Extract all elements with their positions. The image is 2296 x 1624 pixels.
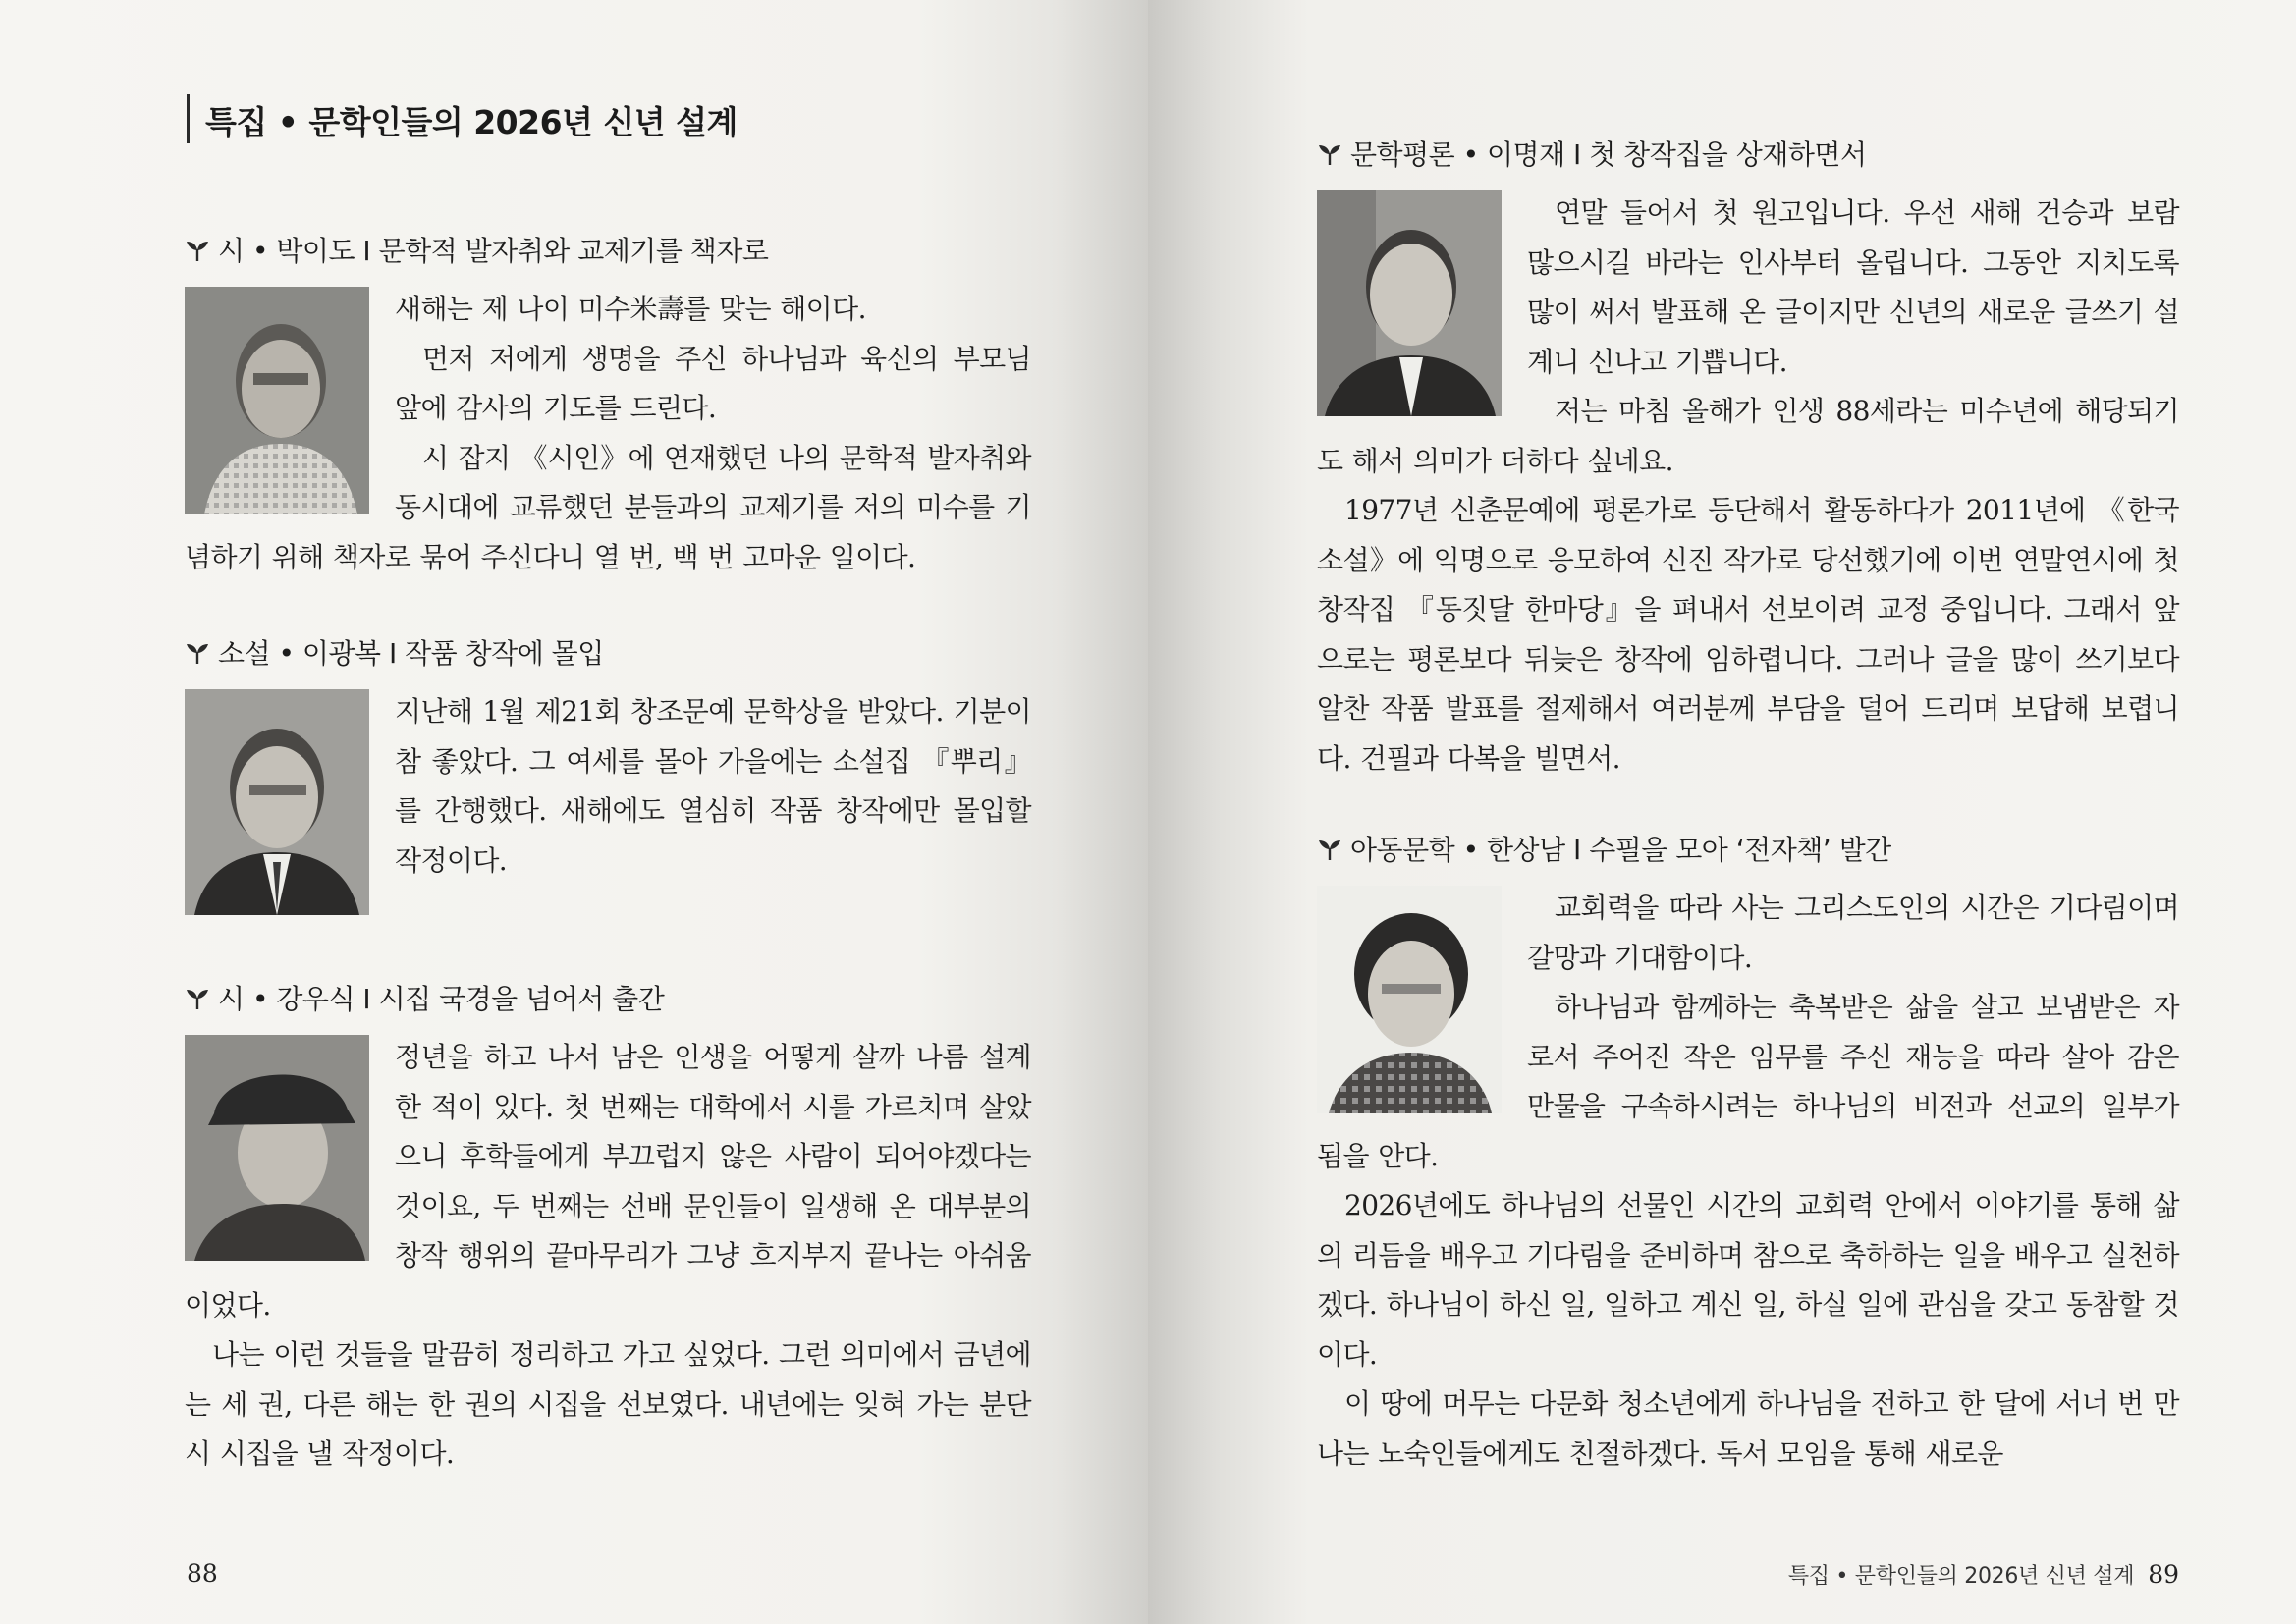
paragraph: 나는 이런 것들을 말끔히 정리하고 가고 싶었다. 그런 의미에서 금년에는 세 권, 다른 해는 한 권의 시집을 선보였다. 내년에는 잊혀 가는 분단시 시집을 낼 작정이다. xyxy=(185,1338,1031,1470)
section-han-sangnam xyxy=(1317,827,2179,1479)
section-body xyxy=(185,285,1031,582)
paragraph: 1977년 신춘문예에 평론가로 등단해서 활동하다가 2011년에 《한국소설》에 익명으로 응모하여 신진 작가로 당선했기에 이번 연말연시에 첫 창작집 『동짓달 한마당』을 펴내서 선보이려 교정 중입니다. 그래서 앞으로는 평론보다 뒤늦은 창작에 임하렵니다. 그러나 글을 많이 쓰기보다 알찬 작품 발표를 절제해서 여러분께 부담을 덜어 드리며 보답해 보렵니다. 건필과 다복을 빌면서. xyxy=(1317,494,2179,775)
running-footer-text: 특집 • 문학인들의 2026년 신년 설계 xyxy=(1787,1564,2135,1589)
sprout-icon xyxy=(185,237,210,262)
paragraph: 시 잡지 《시인》에 연재했던 나의 문학적 발자취와 동시대에 교류했던 분들과의 교제기를 저의 미수를 기념하기 위해 책자로 묶어 주신다니 열 번, 백 번 고마운 일이다. xyxy=(185,441,1031,573)
section-title-text: 문학평론 • 이명재 I 첫 창작집을 상재하면서 xyxy=(1350,138,1867,171)
author-photo-han-sangnam xyxy=(1317,886,1502,1113)
paragraph: 2026년에도 하나님의 선물인 시간의 교회력 안에서 이야기를 통해 삶의 리듬을 배우고 기다림을 준비하며 참으로 축하하는 일을 배우고 실천하겠다. 하나님이 하신 일, 일하고 계신 일, 하실 일에 관심을 갖고 동참할 것이다. xyxy=(1317,1189,2179,1371)
sprout-icon xyxy=(1317,140,1342,166)
section-body xyxy=(1317,189,2179,784)
paragraph: 저는 마침 올해가 인생 88세라는 미수년에 해당되기도 해서 의미가 더하다 싶네요. xyxy=(1317,395,2179,477)
page-footer xyxy=(1788,1559,2179,1590)
paragraph: 먼저 저에게 생명을 주신 하나님과 육신의 부모님 앞에 감사의 기도를 드린다. xyxy=(395,342,1031,424)
paragraph: 하나님과 함께하는 축복받은 삶을 살고 보냄받은 자로서 주어진 작은 임무를 주신 재능을 따라 살아 감은 만물을 구속하시려는 하나님의 비전과 선교의 일부가 됨을 안다. xyxy=(1317,991,2179,1172)
paragraph: 새해는 제 나이 미수米壽를 맞는 해이다. xyxy=(395,293,866,325)
paragraph: 정년을 하고 나서 남은 인생을 어떻게 살까 나름 설계한 적이 있다. 첫 번째는 대학에서 시를 가르치며 살았으니 후학들에게 부끄럽지 않은 사람이 되어야겠다는 것이요, 두 번째는 선배 문인들이 일생해 온 대부분의 창작 행위의 끝마무리가 그냥 흐지부지 끝나는 아쉬움이었다. xyxy=(185,1041,1031,1322)
paragraph: 연말 들어서 첫 원고입니다. 우선 새해 건승과 보람 많으시길 바라는 인사부터 올립니다. 그동안 지치도록 많이 써서 발표해 온 글이지만 신년의 새로운 글쓰기 설계니 신나고 기쁩니다. xyxy=(1527,196,2179,378)
section-body xyxy=(1317,884,2179,1479)
author-photo-lee-gwangbok xyxy=(185,689,369,915)
section-body xyxy=(185,1033,1031,1480)
paragraph: 지난해 1월 제21회 창조문예 문학상을 받았다. 기분이 참 좋았다. 그 여세를 몰아 가을에는 소설집 『뿌리』를 간행했다. 새해에도 열심히 작품 창작에만 몰입할 작정이다. xyxy=(395,695,1031,877)
sprout-icon xyxy=(185,985,210,1010)
section-title xyxy=(185,976,1031,1019)
sprout-icon xyxy=(1317,836,1342,861)
author-photo-kang-usik xyxy=(185,1035,369,1261)
running-header xyxy=(187,94,738,143)
section-title-text: 시 • 박이도 I 문학적 발자취와 교제기를 책자로 xyxy=(218,235,769,267)
section-kang-usik xyxy=(185,976,1031,1480)
page-number: 88 xyxy=(187,1559,218,1588)
page-number: 89 xyxy=(2148,1560,2179,1589)
paragraph: 교회력을 따라 사는 그리스도인의 시간은 기다림이며 갈망과 기대함이다. xyxy=(1527,892,2179,974)
section-title-text: 시 • 강우식 I 시집 국경을 넘어서 출간 xyxy=(218,983,665,1015)
section-title xyxy=(1317,132,2179,175)
author-photo-park-ido xyxy=(185,287,369,514)
section-title xyxy=(185,630,1031,674)
running-header-text: 특집 • 문학인들의 2026년 신년 설계 xyxy=(205,103,738,141)
author-photo-lee-myeongjae xyxy=(1317,190,1502,416)
sprout-icon xyxy=(185,639,210,665)
paragraph: 이 땅에 머무는 다문화 청소년에게 하나님을 전하고 한 달에 서너 번 만나는 노숙인들에게도 친절하겠다. 독서 모임을 통해 새로운 xyxy=(1317,1387,2179,1470)
right-page xyxy=(1148,0,2296,1624)
section-park-ido xyxy=(185,228,1031,582)
section-title-text: 아동문학 • 한상남 I 수필을 모아 ‘전자책’ 발간 xyxy=(1350,834,1891,866)
section-lee-gwangbok xyxy=(185,630,1031,921)
section-title-text: 소설 • 이광복 I 작품 창작에 몰입 xyxy=(218,637,604,670)
section-title xyxy=(185,228,1031,271)
section-body xyxy=(185,687,1031,886)
section-title xyxy=(1317,827,2179,870)
section-lee-myeongjae xyxy=(1317,132,2179,784)
